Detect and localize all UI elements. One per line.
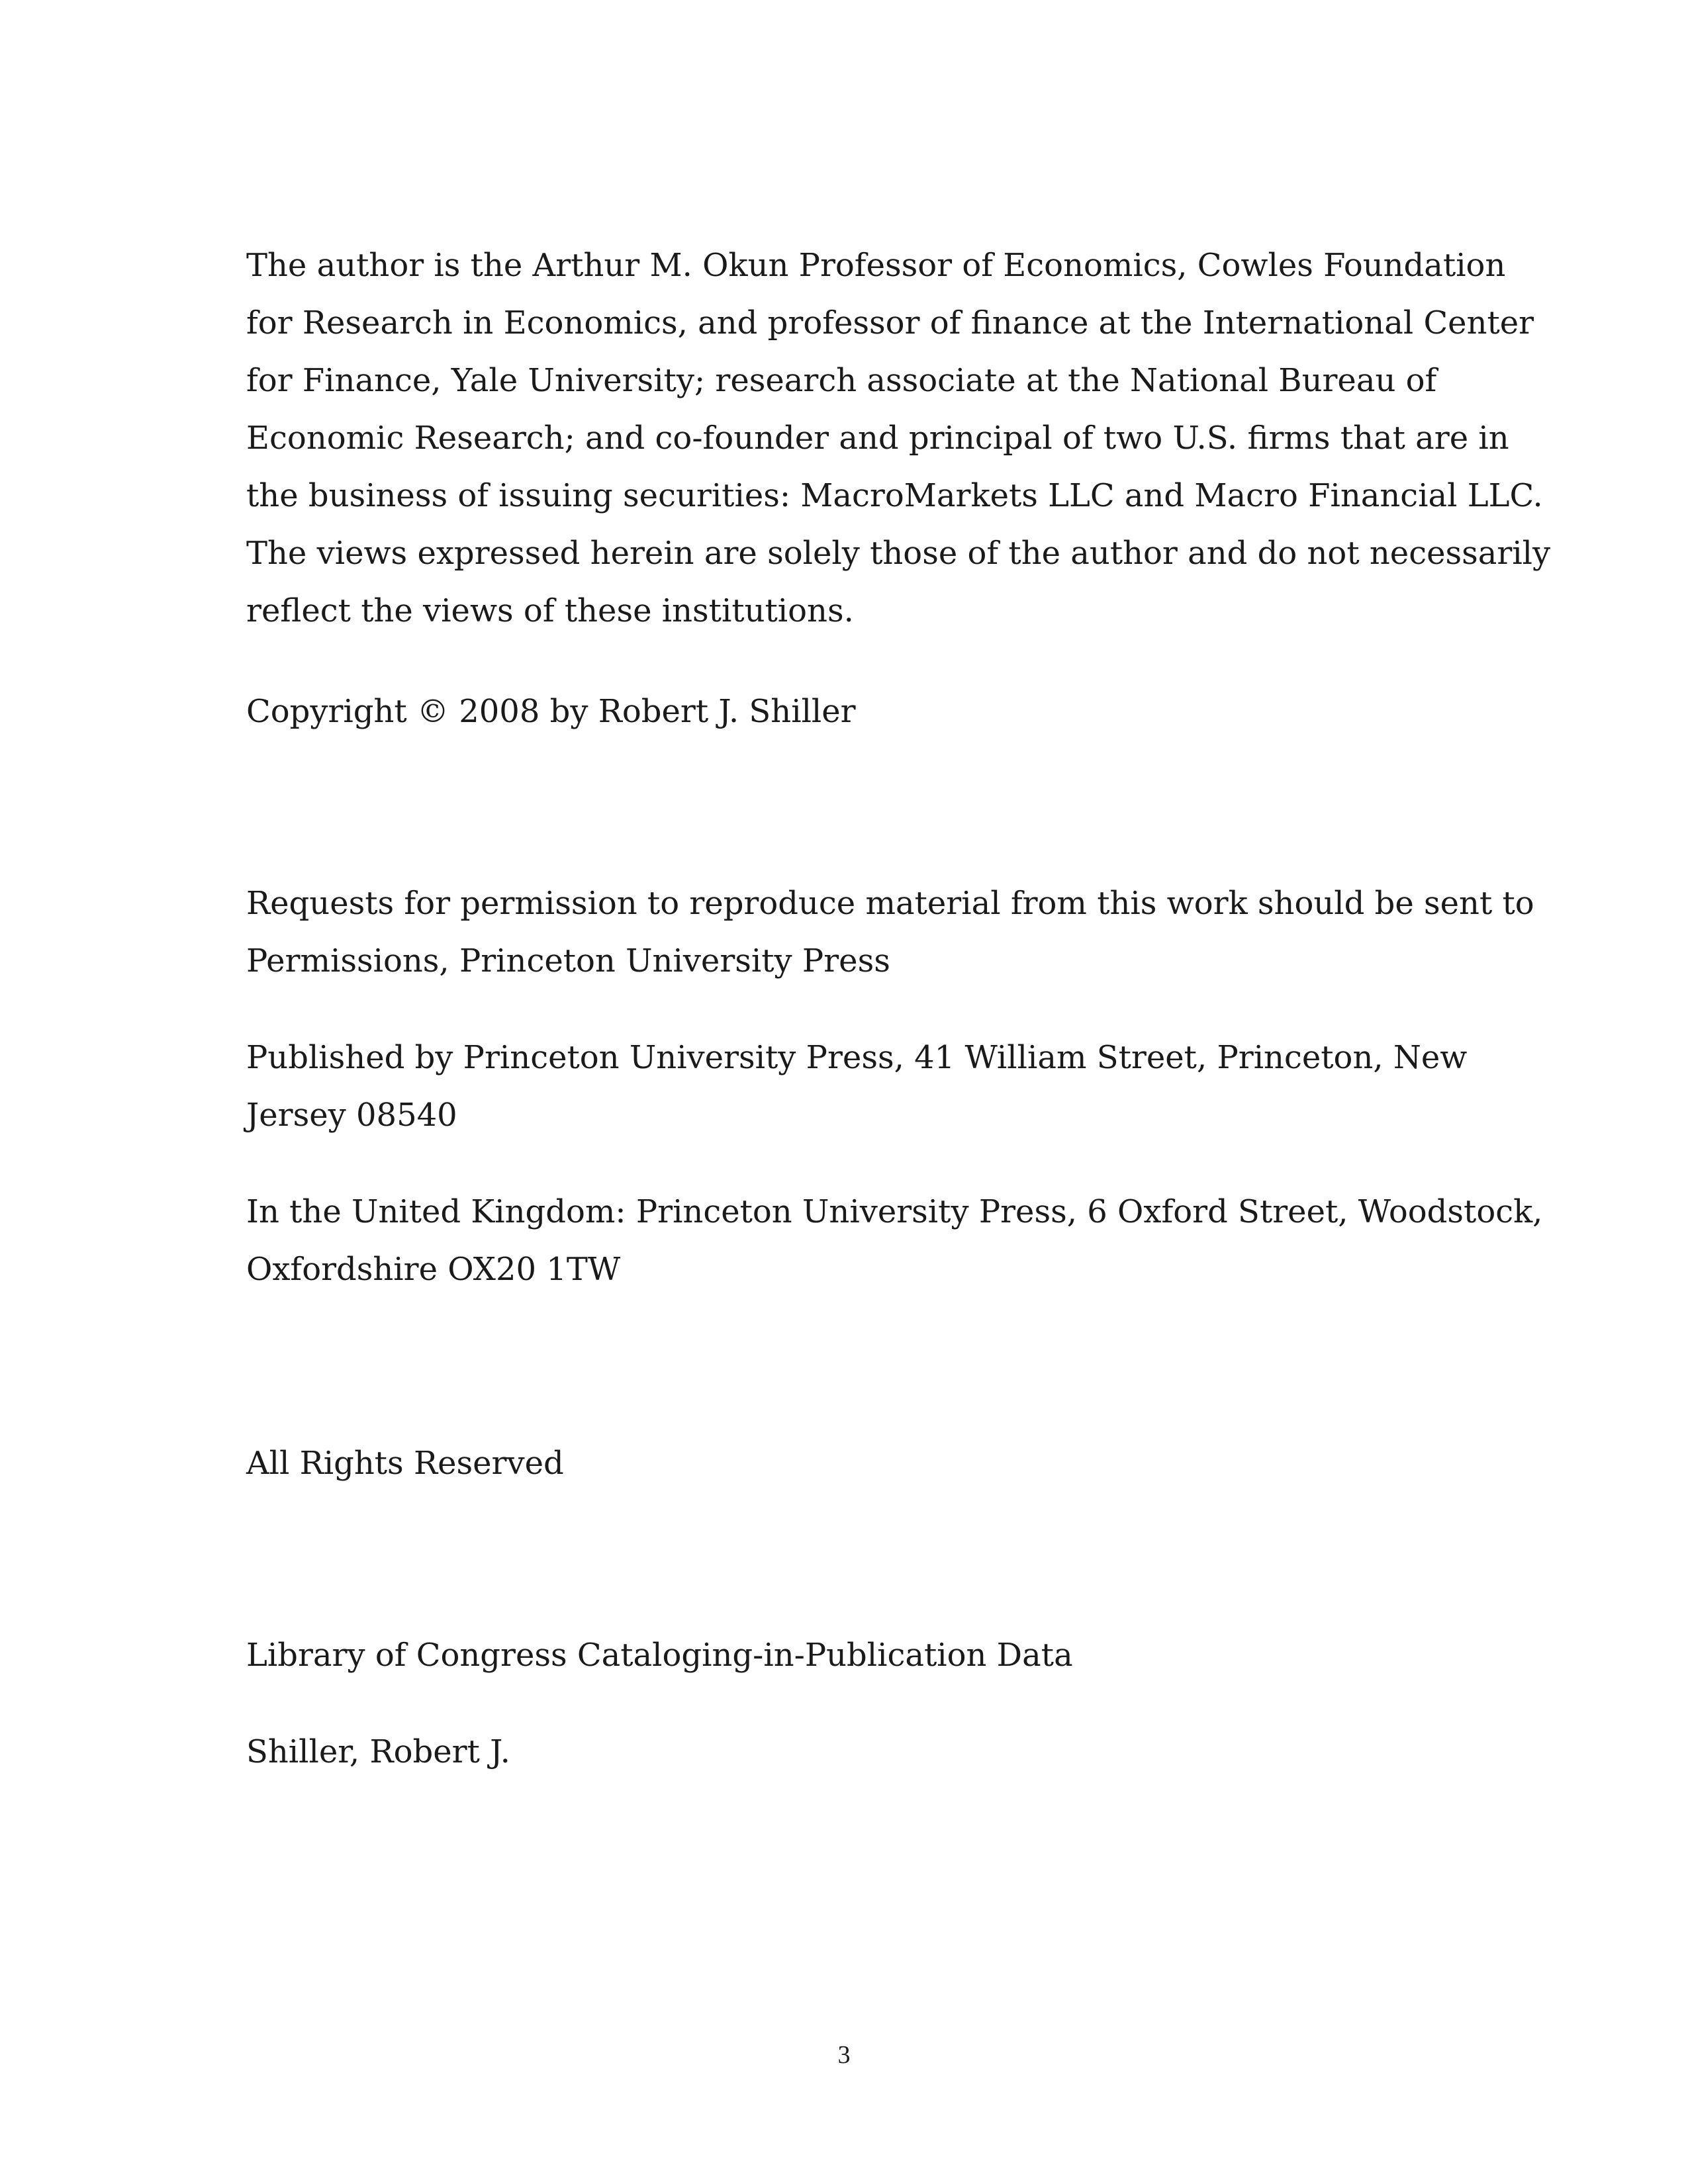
author-note-line: for Finance, Yale University; research associate at the National Bureau of (246, 362, 1437, 399)
author-note-line: the business of issuing securities: MacroMarkets LLC and Macro Financial LLC. (246, 477, 1543, 514)
rights-line: All Rights Reserved (246, 1445, 564, 1482)
copyright-notice (246, 683, 1491, 741)
page-number: 3 (837, 2041, 851, 2069)
uk-publisher-line: Oxfordshire OX20 1TW (246, 1251, 621, 1288)
author-note-line: Economic Research; and co-founder and principal of two U.S. firms that are in (246, 420, 1509, 457)
cataloging-author-line: Shiller, Robert J. (246, 1733, 510, 1770)
author-note-line: for Research in Economics, and professor of finance at the International Center (246, 304, 1534, 341)
uk-publisher-line: In the United Kingdom: Princeton University Press, 6 Oxford Street, Woodstock, (246, 1193, 1543, 1230)
permissions-paragraph (246, 875, 1534, 990)
rights-notice (246, 1435, 1491, 1492)
cataloging-heading (246, 1627, 1491, 1684)
publisher-line: Published by Princeton University Press, 41 William Street, Princeton, New (246, 1039, 1468, 1076)
author-note-line: The author is the Arthur M. Okun Professor of Economics, Cowles Foundation (246, 247, 1506, 284)
permissions-line: Requests for permission to reproduce material from this work should be sent to (246, 885, 1534, 922)
author-note-line: reflect the views of these institutions. (246, 592, 854, 629)
cataloging-author (246, 1723, 1491, 1781)
publisher-line: Jersey 08540 (246, 1097, 457, 1134)
copyright-line: Copyright © 2008 by Robert J. Shiller (246, 693, 856, 730)
author-note-paragraph (246, 237, 1551, 640)
author-note-line: The views expressed herein are solely those of the author and do not necessarily (246, 535, 1551, 572)
uk-publisher-paragraph (246, 1183, 1543, 1298)
publisher-paragraph (246, 1029, 1491, 1144)
permissions-line: Permissions, Princeton University Press (246, 942, 890, 979)
cataloging-heading-line: Library of Congress Cataloging-in-Publication Data (246, 1637, 1073, 1674)
